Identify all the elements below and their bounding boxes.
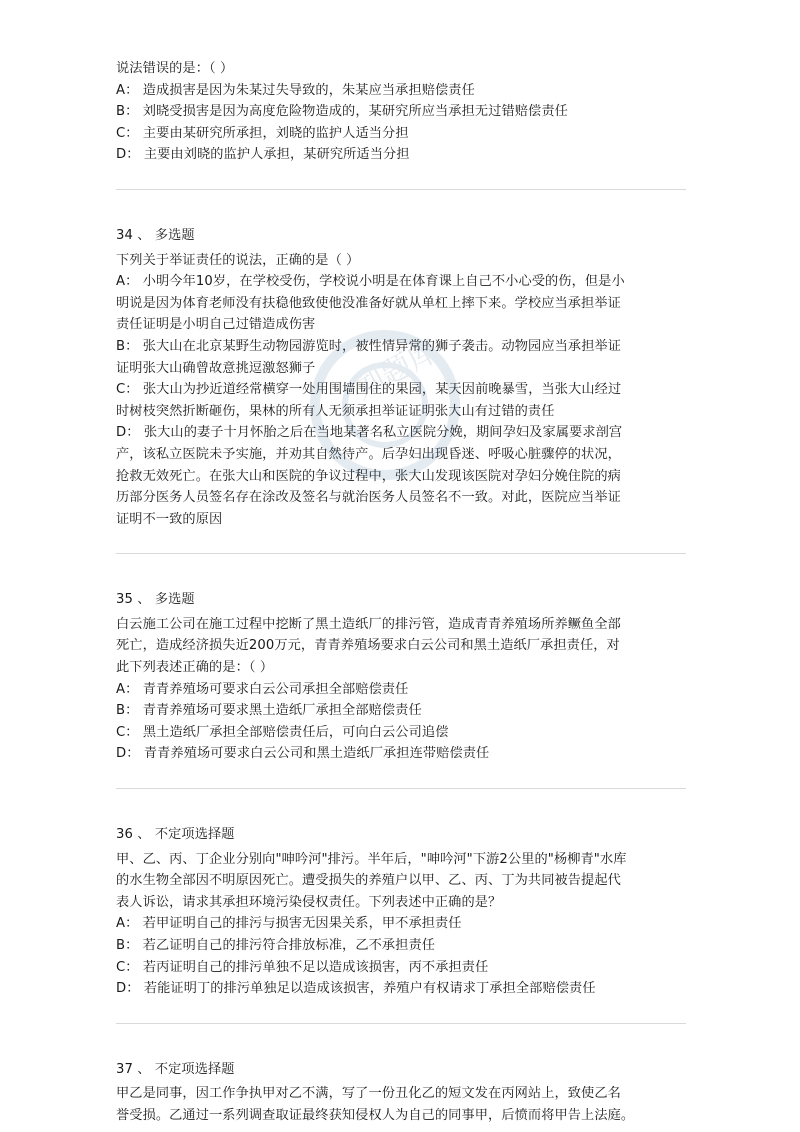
question-stem: 死亡，造成经济损失近200万元，青青养殖场要求白云公司和黑土造纸厂承担责任，对: [116, 638, 620, 654]
option-line: 产，该私立医院未予实施，并劝其自然待产。后孕妇出现昏迷、呼吸心脏骤停的状况，: [116, 446, 621, 462]
question-stem: 甲乙是同事，因工作争执甲对乙不满，写了一份丑化乙的短文发在丙网站上，致使乙名: [116, 1086, 621, 1102]
option-a: A： 青青养殖场可要求白云公司承担全部赔偿责任: [116, 681, 409, 697]
question-stem: 的水生物全部因不明原因死亡。遭受损失的养殖户以甲、乙、丙、丁为共同被告提起代: [116, 873, 621, 889]
option-line: 证明张大山确曾故意挑逗激怒狮子: [116, 360, 316, 376]
option-b: B： 青青养殖场可要求黑土造纸厂承担全部赔偿责任: [116, 703, 422, 719]
option-line: C： 张大山为抄近道经常横穿一处用围墙围住的果园，某天因前晚暴雪，当张大山经过: [116, 382, 622, 398]
option-line: 抢救无效死亡。在张大山和医院的争议过程中，张大山发现该医院对孕妇分娩住院的病: [116, 468, 621, 484]
question-37: [116, 1059, 686, 1127]
option-a: A： 若甲证明自己的排污与损害无因果关系，甲不承担责任: [116, 916, 462, 932]
option-c: C： 若丙证明自己的排污单独不足以造成该损害，丙不承担责任: [116, 959, 489, 975]
question-stem: 誉受损。乙通过一系列调查取证最终获知侵权人为自己的同事甲，后愤而将甲告上法庭。: [116, 1107, 635, 1123]
question-heading: 36 、 不定项选择题: [116, 827, 235, 843]
option-line: 证明不一致的原因: [116, 511, 223, 527]
option-line: A： 小明今年10岁，在学校受伤，学校说小明是在体育课上自己不小心受的伤，但是小: [116, 274, 625, 290]
option-line: B： 张大山在北京某野生动物园游览时，被性情异常的狮子袭击。动物园应当承担举证: [116, 338, 622, 354]
question-heading: 35 、 多选题: [116, 592, 195, 608]
option-line: 责任证明是小明自己过错造成伤害: [116, 317, 316, 333]
option-line: 时树枝突然折断砸伤，果林的所有人无须承担举证证明张大山有过错的责任: [116, 403, 555, 419]
option-line: 明说是因为体育老师没有扶稳他致使他没准备好就从单杠上摔下来。学校应当承担举证: [116, 295, 621, 311]
question-stem: 此下列表述正确的是：（ ）: [116, 660, 274, 676]
option-c: C： 黑土造纸厂承担全部赔偿责任后，可向白云公司追偿: [116, 724, 449, 740]
document-page: [116, 58, 686, 1127]
question-34: [116, 225, 686, 530]
option-d: D： 主要由刘晓的监护人承担，某研究所适当分担: [116, 147, 410, 163]
option-d: D： 青青养殖场可要求白云公司和黑土造纸厂承担连带赔偿责任: [116, 746, 490, 762]
question-36: [116, 824, 686, 1000]
question-stem: 甲、乙、丙、丁企业分别向"呻吟河"排污。半年后，"呻吟河"下游2公里的"杨柳青"水库: [116, 851, 627, 867]
question-prev: [116, 58, 686, 166]
question-stem: 白云施工公司在施工过程中挖断了黑土造纸厂的排污管，造成青青养殖场所养鳜鱼全部: [116, 616, 621, 632]
question-heading: 34 、 多选题: [116, 227, 195, 243]
option-b: B： 刘晓受损害是因为高度危险物造成的，某研究所应当承担无过错赔偿责任: [116, 104, 568, 120]
option-a: A： 造成损害是因为朱某过失导致的，朱某应当承担赔偿责任: [116, 82, 475, 98]
option-d: D： 若能证明丁的排污单独足以造成该损害，养殖户有权请求丁承担全部赔偿责任: [116, 981, 596, 997]
watermark-text: 刘题库: [348, 333, 445, 407]
question-stem: 表人诉讼，请求其承担环境污染侵权责任。下列表述中正确的是？: [116, 894, 502, 910]
question-stem: 下列关于举证责任的说法，正确的是（ ）: [116, 252, 360, 268]
option-line: D： 张大山的妻子十月怀胎之后在当地某著名私立医院分娩，期间孕妇及家属要求剖宫: [116, 425, 623, 441]
question-stem: 说法错误的是：（ ）: [116, 61, 234, 76]
question-35: [116, 589, 686, 765]
option-c: C： 主要由某研究所承担，刘晓的监护人适当分担: [116, 125, 409, 141]
option-line: 历部分医务人员签名存在涂改及签名与就治医务人员签名不一致。对此，医院应当举证: [116, 490, 621, 506]
option-b: B： 若乙证明自己的排污符合排放标准，乙不承担责任: [116, 938, 436, 953]
question-heading: 37 、 不定项选择题: [116, 1061, 235, 1077]
